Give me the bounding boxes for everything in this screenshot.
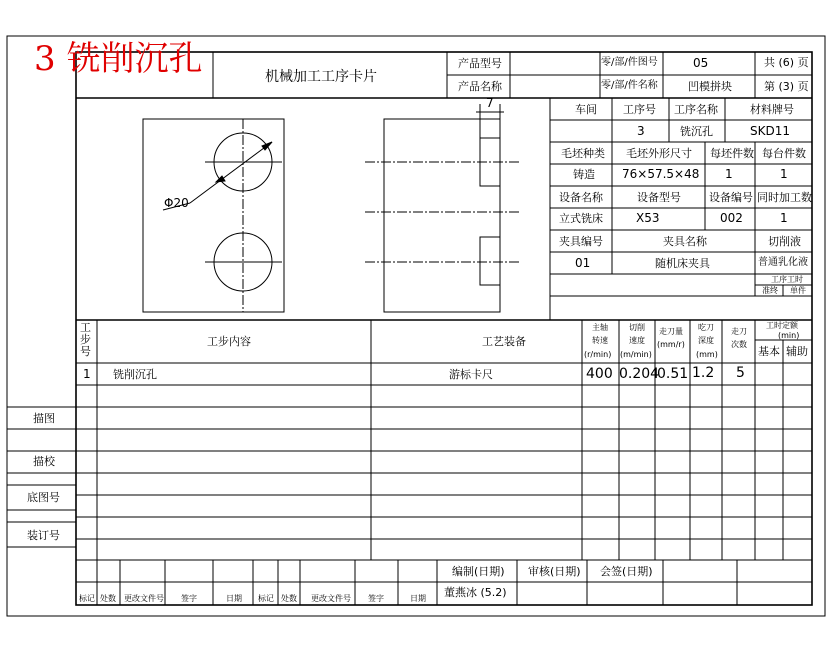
col-spindle-1: 主轴	[592, 323, 608, 332]
blank-type-value: 铸造	[573, 168, 595, 181]
side-view	[365, 104, 520, 312]
per-blank-value: 1	[725, 167, 733, 181]
footer-change-1: 更改文件号	[124, 594, 164, 603]
col-feed-unit: (mm/r)	[657, 340, 685, 349]
op-name-value: 铣沉孔	[680, 125, 713, 138]
row1-content: 铣削沉孔	[113, 368, 157, 381]
part-drawing	[143, 119, 284, 312]
col-feed-1: 走刀量	[659, 327, 683, 336]
page-heading: 3 铣削沉孔	[34, 39, 203, 79]
op-hours-label: 工序工时	[771, 275, 803, 284]
dimension-width: 7	[486, 96, 494, 110]
blank-size-label: 毛坯外形尺寸	[626, 147, 692, 160]
coolant-label: 切削液	[768, 235, 801, 248]
col-speed-1: 切削	[629, 323, 645, 332]
row1-spindle: 400	[586, 366, 613, 382]
per-blank-label: 每坯件数	[710, 147, 754, 160]
fixture-name-value: 随机床夹具	[655, 257, 710, 270]
product-model-label: 产品型号	[458, 57, 502, 70]
material-value: SKD11	[750, 124, 790, 138]
col-time-quota: 工时定额	[766, 321, 798, 330]
col-aux: 辅助	[786, 345, 808, 358]
footer-date-2: 日期	[410, 594, 426, 603]
blank-size-value: 76×57.5×48	[622, 167, 700, 181]
equip-name-value: 立式铣床	[559, 212, 603, 225]
simul-label: 同时加工数	[757, 191, 812, 204]
col-passes-1: 走刀	[731, 327, 747, 336]
col-depth-2: 深度	[698, 336, 714, 345]
footer-sign-2: 签字	[368, 594, 384, 603]
row1-step: 1	[83, 367, 91, 381]
product-name-label: 产品名称	[458, 80, 502, 93]
equip-name-label: 设备名称	[559, 191, 603, 204]
footer-places-2: 处数	[281, 594, 297, 603]
per-unit-label: 每台件数	[762, 147, 806, 160]
row1-feed: 0.51	[657, 366, 689, 382]
blank-type-label: 毛坯种类	[561, 147, 605, 160]
equip-model-label: 设备型号	[637, 191, 681, 204]
coolant-value: 普通乳化液	[758, 257, 808, 268]
col-basic: 基本	[758, 345, 780, 358]
fixture-name-label: 夹具名称	[663, 235, 707, 248]
side-label-base-no: 底图号	[27, 491, 60, 504]
col-equipment: 工艺装备	[482, 335, 526, 348]
side-label-tracing: 描图	[33, 412, 55, 425]
equip-model-value: X53	[636, 211, 660, 225]
col-time-unit: (min)	[778, 331, 800, 340]
op-no-label: 工序号	[623, 103, 656, 116]
simul-value: 1	[780, 211, 788, 225]
dimension-diameter: Φ20	[164, 196, 189, 210]
footer-change-2: 更改文件号	[311, 594, 351, 603]
col-passes-2: 次数	[731, 340, 747, 349]
footer-compile: 编制(日期)	[452, 565, 505, 578]
workshop-label: 车间	[575, 103, 597, 116]
col-spindle-unit: (r/min)	[584, 350, 612, 359]
side-label-binding-no: 装订号	[27, 529, 60, 542]
footer-date-1: 日期	[226, 594, 242, 603]
col-step-no: 工步号	[80, 321, 91, 358]
quota-label: 准终	[762, 286, 778, 295]
row1-passes: 5	[736, 365, 745, 381]
col-depth-unit: (mm)	[696, 350, 718, 359]
fixture-no-label: 夹具编号	[559, 235, 603, 248]
fixture-no-value: 01	[575, 256, 591, 270]
page-number: 第 (3) 页	[764, 80, 809, 93]
card-title: 机械加工工序卡片	[265, 69, 377, 85]
col-speed-2: 速度	[629, 336, 645, 345]
equip-no-value: 002	[720, 211, 743, 225]
footer-review: 审核(日期)	[528, 565, 581, 578]
footer-places-1: 处数	[100, 594, 116, 603]
row1-equipment: 游标卡尺	[449, 368, 493, 381]
per-unit-value: 1	[780, 167, 788, 181]
row1-speed: 0.204	[619, 366, 660, 382]
unit-label: 单件	[790, 286, 806, 295]
op-no-value: 3	[637, 124, 645, 138]
side-label-trace-check: 描校	[33, 455, 55, 468]
part-no-label: 零/部/件图号	[601, 57, 658, 68]
row1-depth: 1.2	[692, 365, 715, 381]
col-content: 工步内容	[207, 335, 251, 348]
col-depth-1: 吃刀	[698, 323, 714, 332]
col-spindle-2: 转速	[592, 336, 608, 345]
footer-mark-1: 标记	[79, 594, 95, 603]
part-name-value: 凹模拼块	[688, 80, 732, 93]
footer-mark-2: 标记	[258, 594, 274, 603]
footer-countersign: 会签(日期)	[600, 565, 653, 578]
part-no-value: 05	[693, 56, 709, 70]
footer-sign-1: 签字	[181, 594, 197, 603]
footer-compiler: 董燕冰 (5.2)	[444, 586, 507, 599]
material-label: 材料牌号	[750, 103, 794, 116]
equip-no-label: 设备编号	[709, 191, 753, 204]
part-name-label: 零/部/件名称	[601, 80, 658, 91]
total-pages: 共 (6) 页	[764, 56, 809, 69]
op-name-label: 工序名称	[674, 103, 718, 116]
col-speed-unit: (m/min)	[620, 350, 652, 359]
